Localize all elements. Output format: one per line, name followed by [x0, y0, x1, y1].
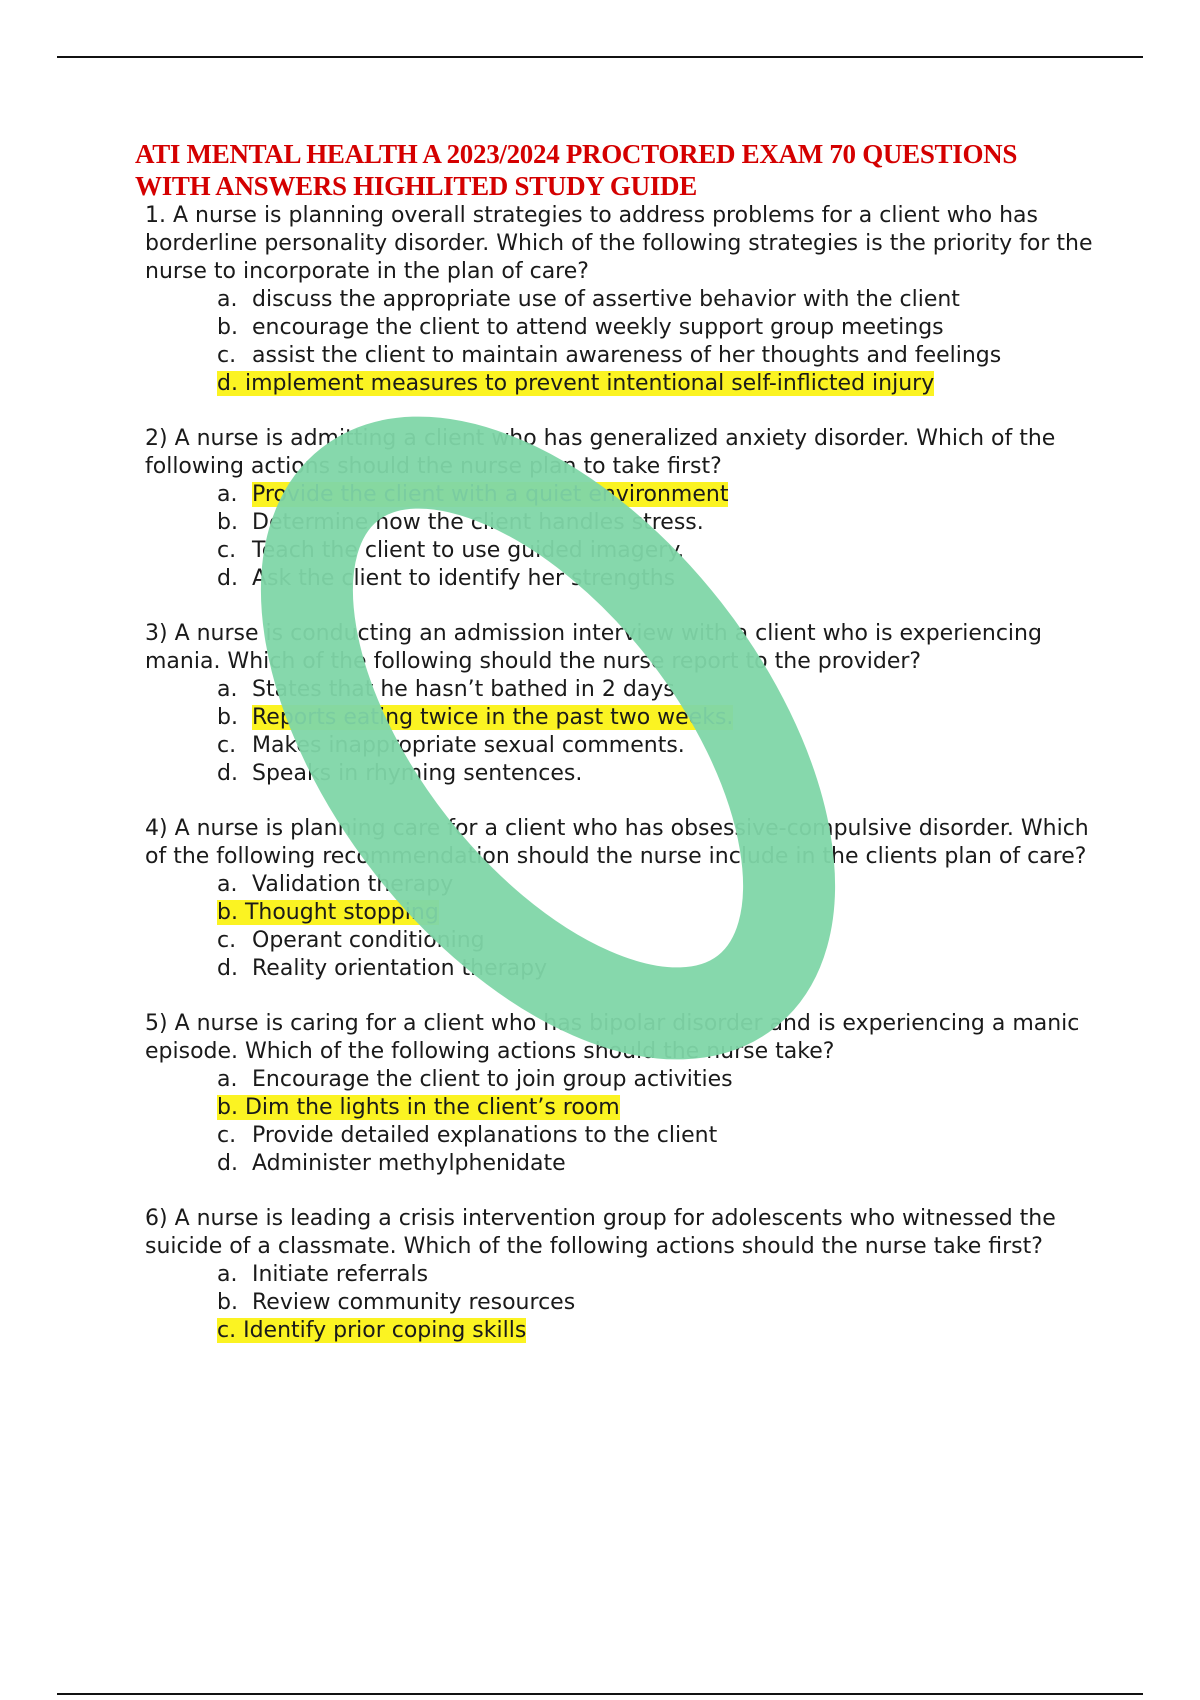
answer-option: [217, 732, 1095, 760]
answer-options: [145, 676, 1095, 788]
option-text: Initiate referrals: [252, 1262, 429, 1287]
option-text: Encourage the client to join group activities: [252, 1067, 733, 1092]
option-text: Reports eating twice in the past two weeks.: [252, 705, 734, 730]
answer-option: [217, 342, 1095, 370]
question-1: [145, 202, 1095, 398]
question-2: [145, 425, 1095, 593]
option-text: encourage the client to attend weekly support group meetings: [252, 315, 944, 340]
option-text: Thought stopping: [244, 900, 439, 925]
question-3: [145, 620, 1095, 788]
question-stem: 2) A nurse is admitting a client who has generalized anxiety disorder. Which of the following actions should the nurse plan to take first?: [145, 426, 1056, 479]
option-text: assist the client to maintain awareness of her thoughts and feelings: [252, 343, 1002, 368]
answer-option: [217, 1122, 1095, 1150]
answer-option: [217, 955, 1095, 983]
option-text: Identify prior coping skills: [243, 1318, 527, 1343]
page-content: [135, 138, 1095, 1372]
option-letter: d.: [217, 956, 238, 981]
option-letter: a.: [217, 287, 238, 312]
option-letter: c.: [217, 733, 237, 758]
answer-option: [217, 676, 1095, 704]
answer-option: [217, 565, 1095, 593]
option-letter: b.: [217, 510, 238, 535]
option-text: discuss the appropriate use of assertive behavior with the client: [252, 287, 960, 312]
option-letter: b.: [217, 900, 238, 925]
option-letter: c.: [217, 1318, 237, 1343]
option-letter: a.: [217, 872, 238, 897]
option-letter: d.: [217, 566, 238, 591]
question-stem: 4) A nurse is planning care for a client who has obsessive-compulsive disorder. Which of the following recommendation should the nurse include in the clients plan of care?: [145, 816, 1089, 869]
title-line-2: WITH ANSWERS HIGHLITED STUDY GUIDE: [135, 171, 697, 201]
option-text: Makes inappropriate sexual comments.: [252, 733, 685, 758]
answer-option: [217, 286, 1095, 314]
option-letter: b.: [217, 1095, 238, 1120]
answer-option-highlighted: [217, 899, 1095, 927]
answer-option-highlighted: [217, 481, 1095, 509]
option-text: Speaks in rhyming sentences.: [252, 761, 583, 786]
answer-options: [145, 481, 1095, 593]
option-letter: b.: [217, 1290, 238, 1315]
option-text: Operant conditioning: [252, 928, 485, 953]
answer-option-highlighted: [217, 1317, 1095, 1345]
option-letter: d.: [217, 761, 238, 786]
option-letter: c.: [217, 538, 237, 563]
top-rule: [57, 56, 1143, 58]
question-stem: 3) A nurse is conducting an admission interview with a client who is experiencing mania. Which of the following should the nurse report to the provider?: [145, 621, 1042, 674]
answer-option-highlighted: [217, 370, 1095, 398]
answer-option: [217, 537, 1095, 565]
answer-option: [217, 871, 1095, 899]
option-text: States that he hasn’t bathed in 2 days: [252, 677, 675, 702]
option-letter: d.: [217, 1151, 238, 1176]
option-text: Determine how the client handles stress.: [252, 510, 704, 535]
question-stem: 5) A nurse is caring for a client who has bipolar disorder and is experiencing a manic episode. Which of the following actions should the nurse take?: [145, 1011, 1080, 1064]
answer-option-highlighted: [217, 1094, 1095, 1122]
answer-option-highlighted: [217, 704, 1095, 732]
title-line-1: ATI MENTAL HEALTH A 2023/2024 PROCTORED EXAM 70 QUESTIONS: [135, 139, 1018, 169]
option-text: implement measures to prevent intentional self-inflicted injury: [244, 371, 935, 396]
option-letter: c.: [217, 343, 237, 368]
answer-option: [217, 1289, 1095, 1317]
document-title: [135, 138, 1095, 202]
option-text: Validation therapy: [252, 872, 454, 897]
option-text: Ask the client to identify her strengths: [252, 566, 676, 591]
option-text: Teach the client to use guided imagery.: [252, 538, 685, 563]
question-5: [145, 1010, 1095, 1178]
question-stem: 6) A nurse is leading a crisis intervention group for adolescents who witnessed the suicide of a classmate. Which of the following actions should the nurse take first?: [145, 1206, 1056, 1259]
option-letter: c.: [217, 1123, 237, 1148]
answer-option: [217, 509, 1095, 537]
option-text: Review community resources: [252, 1290, 576, 1315]
bottom-rule: [57, 1693, 1143, 1695]
answer-option: [217, 1261, 1095, 1289]
answer-options: [145, 1261, 1095, 1345]
answer-options: [145, 286, 1095, 398]
option-letter: a.: [217, 677, 238, 702]
option-text: Reality orientation therapy: [252, 956, 548, 981]
answer-option: [217, 1066, 1095, 1094]
answer-options: [145, 871, 1095, 983]
option-letter: b.: [217, 705, 238, 730]
answer-option: [217, 760, 1095, 788]
option-letter: a.: [217, 1262, 238, 1287]
option-text: Provide the client with a quiet environment: [252, 482, 729, 507]
answer-option: [217, 927, 1095, 955]
option-letter: a.: [217, 1067, 238, 1092]
option-text: Dim the lights in the client’s room: [244, 1095, 620, 1120]
question-stem: 1. A nurse is planning overall strategies to address problems for a client who has borderline personality disorder. Which of the following strategies is the priority for the nurse to incorporate in the plan of care?: [145, 203, 1093, 284]
option-letter: d.: [217, 371, 238, 396]
option-text: Administer methylphenidate: [252, 1151, 566, 1176]
answer-option: [217, 314, 1095, 342]
option-letter: c.: [217, 928, 237, 953]
option-letter: a.: [217, 482, 238, 507]
option-text: Provide detailed explanations to the client: [252, 1123, 718, 1148]
question-6: [145, 1205, 1095, 1345]
answer-option: [217, 1150, 1095, 1178]
option-letter: b.: [217, 315, 238, 340]
answer-options: [145, 1066, 1095, 1178]
question-4: [145, 815, 1095, 983]
